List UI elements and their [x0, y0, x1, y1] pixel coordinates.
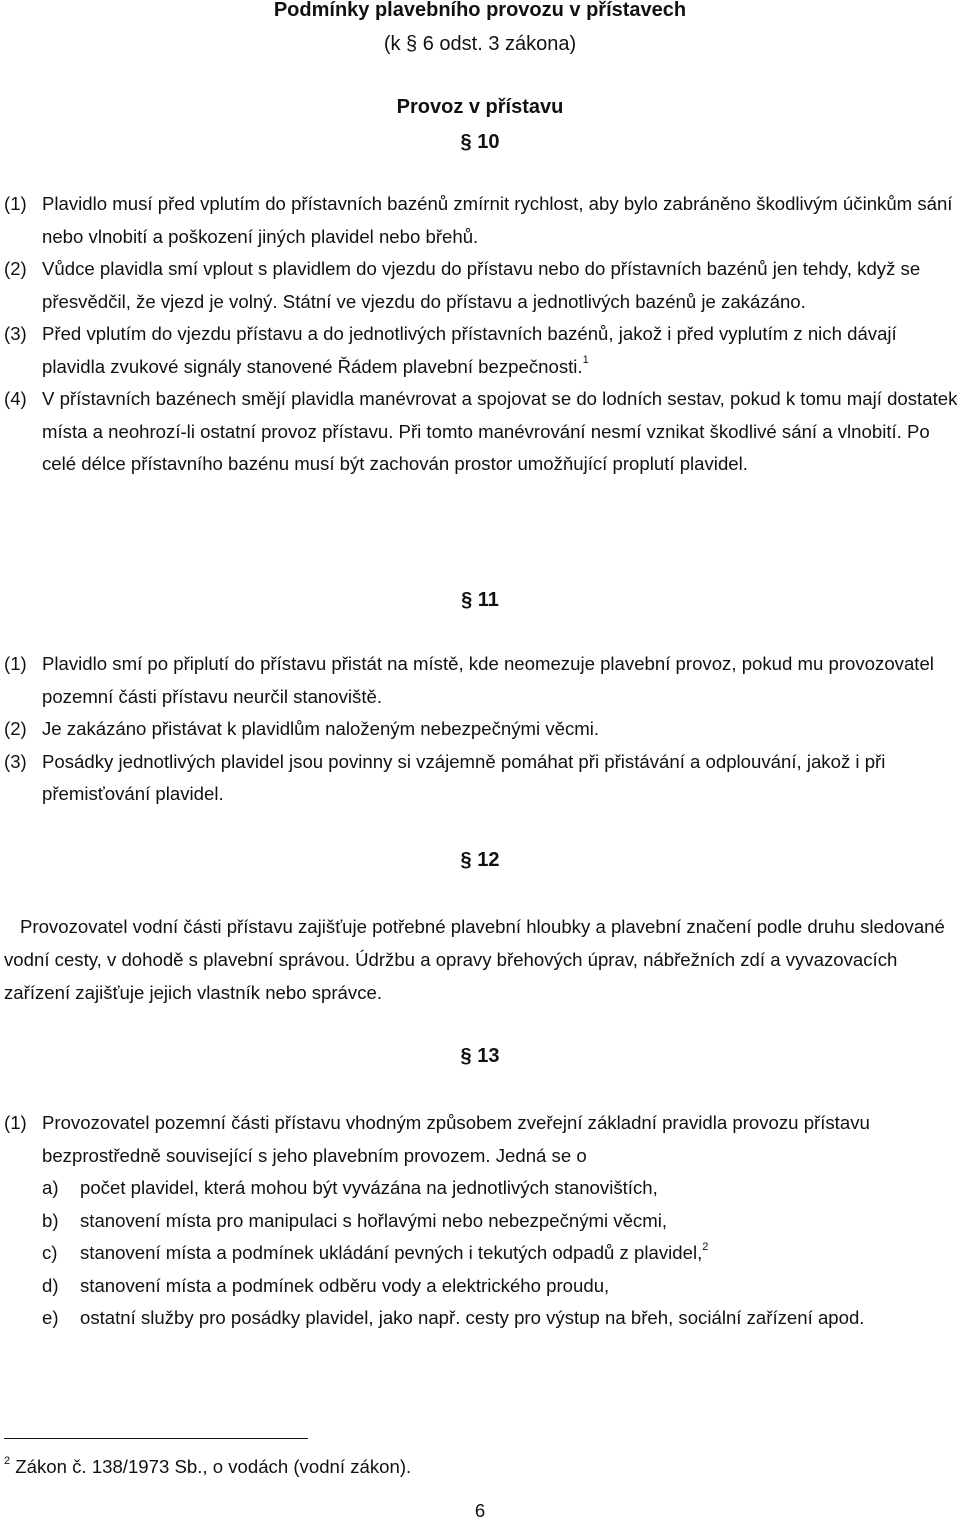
sub-item-text: stanovení místa a podmínek ukládání pevných i tekutých odpadů z plavidel, [80, 1242, 703, 1263]
item-number: (3) [4, 750, 27, 772]
item-number: (1) [4, 193, 27, 214]
item-number: (4) [4, 388, 27, 409]
item-text: Provozovatel pozemní části přístavu vhodným způsobem zveřejní základní pravidla provozu přístavu bezprostředně související s jeho plavebním provozem. Jedná se o [42, 1112, 870, 1166]
footnote-ref: 1 [582, 354, 589, 367]
item-number: (3) [4, 323, 27, 344]
section-12-heading: § 12 [460, 849, 500, 871]
list-item [4, 318, 959, 383]
section-12-text: Provozovatel vodní části přístavu zajišťuje potřebné plavební hloubky a plavební značení podle druhu sledované vodní cesty, v dohodě s plavební správou. Údržbu a opravy břehových úprav, nábřežních zdí a vyvazovacích zařízení zajišťuje jejich vlastník nebo správce. [4, 916, 945, 1003]
list-item [4, 188, 959, 253]
item-text: Posádky jednotlivých plavidel jsou povinny si vzájemně pomáhat při přistávání a odplouvání, jakož i při přemisťování plavidel. [42, 750, 886, 804]
item-number: (1) [4, 1112, 27, 1133]
sub-item-letter: e) [42, 1307, 59, 1328]
sub-item-text: stanovení místa a podmínek odběru vody a elektrického proudu, [80, 1274, 610, 1296]
sub-item-letter: a) [42, 1177, 59, 1198]
footnote-divider [4, 1438, 308, 1439]
sub-item-text: počet plavidel, která mohou být vyvázána na jednotlivých stanovištích, [80, 1177, 658, 1198]
section-11-body [4, 648, 959, 811]
list-item [4, 713, 959, 746]
sub-item [42, 1172, 959, 1205]
sub-item-letter: c) [42, 1242, 58, 1263]
item-number: (1) [4, 653, 27, 674]
footnote [4, 1451, 411, 1483]
sub-item-letter: b) [42, 1209, 59, 1231]
list-item [4, 648, 959, 713]
item-text: Plavidlo musí před vplutím do přístavních bazénů zmírnit rychlost, aby bylo zabráněno škodlivým účinkům sání nebo vlnobití a poškození jiných plavidel nebo břehů. [42, 193, 953, 247]
section-10-body [4, 188, 959, 481]
document-title: Podmínky plavebního provozu v přístavech [273, 0, 687, 21]
section-10-heading: § 10 [460, 131, 500, 153]
section-11-heading: § 11 [461, 589, 499, 611]
list-item [4, 746, 959, 811]
footnote-text: Zákon č. 138/1973 Sb., o vodách (vodní zákon). [15, 1456, 412, 1477]
footnote-ref: 2 [702, 1240, 709, 1253]
list-item [4, 253, 959, 318]
sub-item-text: ostatní služby pro posádky plavidel, jako např. cesty pro výstup na břeh, sociální zařízení apod. [80, 1307, 865, 1328]
document-subtitle: (k § 6 odst. 3 zákona) [383, 33, 577, 55]
item-text: V přístavních bazénech smějí plavidla manévrovat a spojovat se do lodních sestav, pokud k tomu mají dostatek místa a neohrozí-li ostatní provoz přístavu. Při tomto manévrování nesmí vznikat škodlivé sání a vlnobití. Po celé délce přístavního bazénu musí být zachován prostor umožňující proplutí plavidel. [42, 388, 958, 474]
list-item [4, 383, 959, 481]
item-text: Před vplutím do vjezdu přístavu a do jednotlivých přístavních bazénů, jakož i před vyplutím z nich dávají plavidla zvukové signály stanovené Řádem plavební bezpečnosti. [42, 323, 897, 377]
item-text: Vůdce plavidla smí vplout s plavidlem do vjezdu do přístavu nebo do přístavních bazénů jen tehdy, když se přesvědčil, že vjezd je volný. Státní ve vjezdu do přístavu a jednotlivých bazénů je zakázáno. [42, 258, 921, 312]
section-13-body [4, 1107, 959, 1335]
item-text: Je zakázáno přistávat k plavidlům naloženým nebezpečnými věcmi. [42, 718, 600, 739]
list-item [4, 1107, 959, 1172]
part-title: Provoz v přístavu [396, 96, 564, 118]
page-number: 6 [474, 1500, 486, 1521]
sub-item [42, 1237, 959, 1270]
item-number: (2) [4, 258, 27, 279]
footnote-mark: 2 [4, 1454, 11, 1467]
sub-list [4, 1172, 959, 1335]
item-text: Plavidlo smí po připlutí do přístavu přistát na místě, kde neomezuje plavební provoz, pokud mu provozovatel pozemní části přístavu neurčil stanoviště. [42, 653, 934, 707]
sub-item [42, 1205, 959, 1238]
sub-item [42, 1270, 959, 1303]
item-number: (2) [4, 718, 27, 739]
sub-item-letter: d) [42, 1274, 59, 1296]
sub-item [42, 1302, 959, 1335]
section-13-heading: § 13 [460, 1045, 500, 1067]
sub-item-text: stanovení místa pro manipulaci s hořlavými nebo nebezpečnými věcmi, [80, 1209, 668, 1231]
